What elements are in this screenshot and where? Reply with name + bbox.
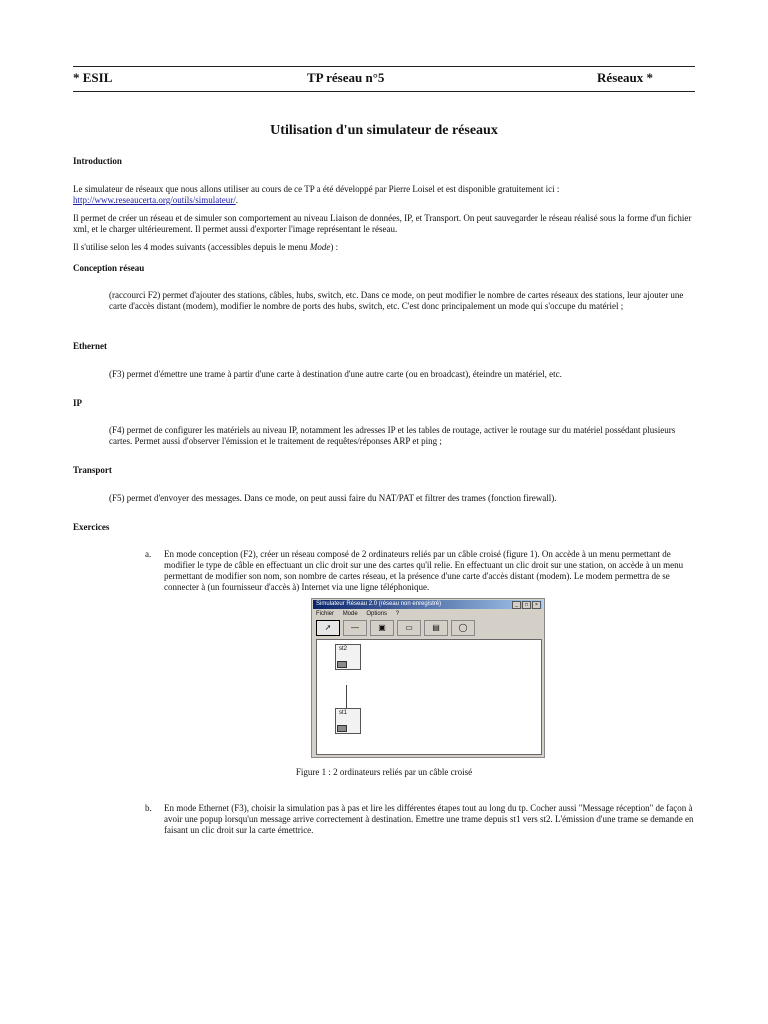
switch-icon: ▤: [424, 620, 448, 636]
intro-description: Il permet de créer un réseau et de simuler son comportement au niveau Liaison de données, IP, et Transport. On peut sauvegarder le réseau réalisé sous la forme d'un fichier xml, et le charger ultérieurement. Il permet aussi d'exporter l'image représentant le réseau.: [73, 213, 692, 234]
window-titlebar: [313, 600, 543, 609]
simulator-window-figure: [311, 598, 545, 758]
header-left: * ESIL: [73, 70, 113, 85]
window-toolbar: [316, 620, 478, 636]
cursor-icon: ➚: [316, 620, 340, 636]
exercise-text-b: En mode Ethernet (F3), choisir la simulation pas à pas et lire les différentes étapes tout au long du tp. Cocher aussi "Message réception" de façon à avoir une popup lorsqu'un message arrive correctement à destination. Emettre une trame depuis st1 vers st2. L'émission d'une trame se demande en faisant un clic droit sur la carte émettrice.: [164, 803, 694, 835]
network-canvas: [316, 639, 542, 755]
station-st2-label: st2: [339, 646, 348, 652]
exercise-label-a: a.: [145, 549, 152, 559]
section-heading-ip: IP: [73, 398, 82, 408]
modes-intro-after: ) :: [330, 242, 339, 252]
modes-intro-menu: Mode: [309, 242, 331, 252]
document-title: Utilisation d'un simulateur de réseaux: [270, 123, 498, 138]
simulator-link[interactable]: http://www.reseaucerta.org/outils/simulateur/: [73, 195, 236, 205]
station-st1: [335, 708, 361, 734]
hub-icon: ▭: [397, 620, 421, 636]
intro-paragraph: [73, 184, 695, 206]
menu-help: ?: [395, 611, 400, 617]
section-heading-introduction: Introduction: [73, 156, 122, 166]
section-heading-exercises: Exercices: [73, 522, 110, 532]
section-heading-transport: Transport: [73, 465, 112, 475]
page-header: [73, 66, 695, 92]
close-icon: ×: [532, 601, 541, 609]
minimize-icon: _: [512, 601, 521, 609]
exercise-item-b: [145, 803, 695, 836]
station-st1-label: st1: [339, 710, 348, 716]
figure-caption: Figure 1 : 2 ordinateurs reliés par un câble croisé: [295, 767, 473, 777]
window-menubar: [316, 611, 406, 617]
mode-conception-text: (raccourci F2) permet d'ajouter des stations, câbles, hubs, switch, etc. Dans ce mode, on peut modifier le nombre de cartes réseaux des stations, leur ajouter une carte d'accès distant (modem), modifier le nombre de ports des hubs, switch, etc. C'est donc principalement un mode qui s'occupe du matériel ;: [109, 290, 684, 311]
mode-ethernet-text: (F3) permet d'émettre une trame à partir d'une carte à destination d'une autre carte (ou en broadcast), éteindre un matériel, etc.: [109, 369, 562, 379]
intro-period: .: [235, 195, 238, 205]
cable-icon: —: [343, 620, 367, 636]
header-center: TP réseau n°5: [307, 70, 385, 85]
menu-mode: Mode: [342, 611, 358, 617]
exercise-item-a: [145, 549, 695, 593]
station-st2: [335, 644, 361, 670]
station-icon: ▣: [370, 620, 394, 636]
section-heading-conception: Conception réseau: [73, 263, 145, 273]
window-controls: [511, 601, 541, 610]
mode-ip-text: (F4) permet de configurer les matériels au niveau IP, notamment les adresses IP et les tables de routage, activer le routage sur du matériel possédant plusieurs cartes. Permet aussi d'observer l'émission et le traitement de requêtes/réponses ARP et ping ;: [109, 425, 676, 446]
header-right: Réseaux *: [597, 70, 653, 85]
section-heading-ethernet: Ethernet: [73, 341, 107, 351]
menu-options: Options: [366, 611, 388, 617]
modes-intro-before: Il s'utilise selon les 4 modes suivants (accessibles depuis le menu: [73, 242, 310, 252]
network-card-icon: [337, 661, 347, 668]
maximize-icon: □: [522, 601, 531, 609]
cloud-icon: ◯: [451, 620, 475, 636]
intro-text: Le simulateur de réseaux que nous allons utiliser au cours de ce TP a été développé par Pierre Loisel et est disponible gratuitement ici :: [73, 184, 560, 194]
mode-transport-text: (F5) permet d'envoyer des messages. Dans ce mode, on peut aussi faire du NAT/PAT et filtrer des trames (fonction firewall).: [109, 493, 557, 503]
modes-intro: [73, 242, 695, 253]
exercise-label-b: b.: [145, 803, 152, 813]
window-title: Simulateur Réseau 2.0 (réseau non enregistré): [316, 601, 442, 607]
exercise-text-a: En mode conception (F2), créer un réseau composé de 2 ordinateurs reliés par un câble croisé (figure 1). On accède à un menu permettant de modifier le type de câble en effectuant un clic droit sur une des cartes qu'il relie. En effectuant un clic droit sur une station, on accède à un menu permettant de modifier son nom, son nombre de cartes réseau, et la présence d'une carte d'accès distant (modem). Le modem permettra de se connecter à (un fournisseur d'accès à) Internet via une ligne téléphonique.: [164, 549, 684, 592]
network-card-icon: [337, 725, 347, 732]
menu-fichier: Fichier: [316, 611, 335, 617]
